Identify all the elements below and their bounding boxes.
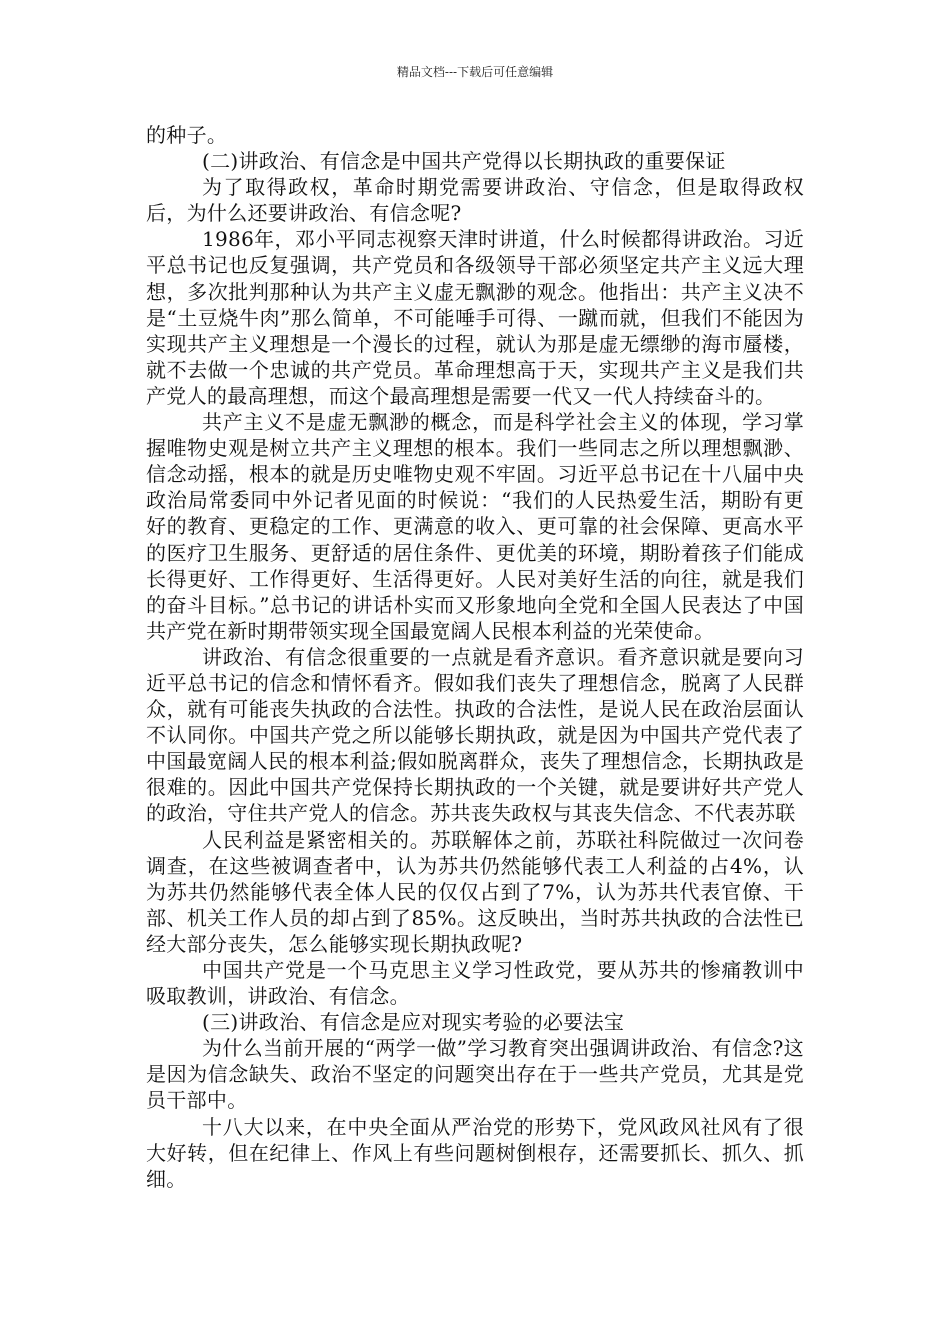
- paragraph: 十八大以来，在中央全面从严治党的形势下，党风政风社风有了很大好转，但在纪律上、作风上有些问题树倒根存，还需要抓长、抓久、抓细。: [146, 1114, 804, 1191]
- document-body: [146, 122, 804, 1192]
- paragraph: 人民利益是紧密相关的。苏联解体之前，苏联社科院做过一次问卷调查，在这些被调查者中，认为苏共仍然能够代表工人利益的占4%，认为苏共仍然能够代表全体人民的仅仅占到了7%，认为苏共代表官僚、干部、机关工作人员的却占到了85%。这反映出，当时苏共执政的合法性已经大部分丧失，怎么能够实现长期执政呢?: [146, 827, 804, 956]
- paragraph: 共产主义不是虚无飘渺的概念，而是科学社会主义的体现，学习掌握唯物史观是树立共产主义理想的根本。我们一些同志之所以理想飘渺、信念动摇，根本的就是历史唯物史观不牢固。习近平总书记在十八届中央政治局常委同中外记者见面的时候说：“我们的人民热爱生活，期盼有更好的教育、更稳定的工作、更满意的收入、更可靠的社会保障、更高水平的医疗卫生服务、更舒适的居住条件、更优美的环境，期盼着孩子们能成长得更好、工作得更好、生活得更好。人民对美好生活的向往，就是我们的奋斗目标。”总书记的讲话朴实而又形象地向全党和全国人民表达了中国共产党在新时期带领实现全国最宽阔人民根本利益的光荣使命。: [146, 410, 804, 643]
- paragraph: 为什么当前开展的“两学一做”学习教育突出强调讲政治、有信念?这是因为信念缺失、政治不坚定的问题突出存在于一些共产党员，尤其是党员干部中。: [146, 1036, 804, 1113]
- section-heading: (二)讲政治、有信念是中国共产党得以长期执政的重要保证: [202, 149, 726, 174]
- paragraph: 中国共产党是一个马克思主义学习性政党，要从苏共的惨痛教训中吸取教训，讲政治、有信念。: [146, 958, 804, 1009]
- paragraph: 1986年，邓小平同志视察天津时讲道，什么时候都得讲政治。习近平总书记也反复强调，共产党员和各级领导干部必须坚定共产主义远大理想，多次批判那种认为共产主义虚无飘渺的观念。他指出：共产主义决不是“土豆烧牛肉”那么简单，不可能唾手可得、一蹴而就，但我们不能因为实现共产主义理想是一个漫长的过程，就认为那是虚无缥缈的海市蜃楼，就不去做一个忠诚的共产党员。革命理想高于天，实现共产主义是我们共产党人的最高理想，而这个最高理想是需要一代又一代人持续奋斗的。: [146, 227, 804, 408]
- section-heading: (三)讲政治、有信念是应对现实考验的必要法宝: [202, 1010, 625, 1035]
- paragraph: 讲政治、有信念很重要的一点就是看齐意识。看齐意识就是要向习近平总书记的信念和情怀看齐。假如我们丧失了理想信念，脱离了人民群众，就有可能丧失执政的合法性。执政的合法性，是说人民在政治层面认不认同你。中国共产党之所以能够长期执政，就是因为中国共产党代表了中国最宽阔人民的根本利益;假如脱离群众，丧失了理想信念，长期执政是很难的。因此中国共产党保持长期执政的一个关键，就是要讲好共产党人的政治，守住共产党人的信念。苏共丧失政权与其丧失信念、不代表苏联: [146, 644, 804, 826]
- paragraph: 的种子。: [146, 123, 228, 147]
- page-header: 精品文档---下载后可任意编辑: [396, 65, 554, 79]
- paragraph: 为了取得政权，革命时期党需要讲政治、守信念，但是取得政权后，为什么还要讲政治、有信念呢?: [146, 175, 804, 226]
